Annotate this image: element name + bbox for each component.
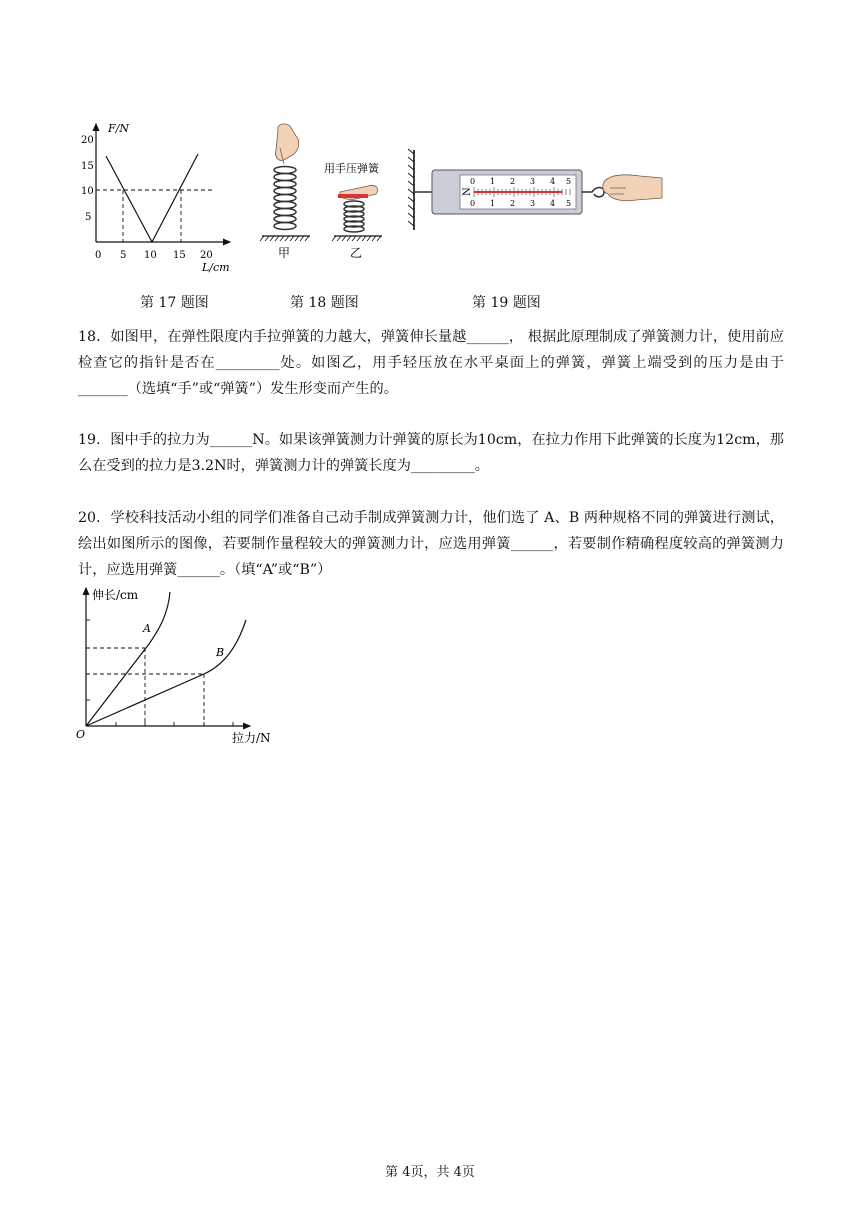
fig17-x-tick-10: 10 (144, 250, 157, 261)
svg-text:0: 0 (470, 177, 476, 186)
svg-text:2: 2 (510, 199, 516, 208)
fig18-label-press: 用手压弹簧 (324, 162, 379, 175)
svg-text:3: 3 (530, 199, 536, 208)
fig19-hand-icon (603, 175, 662, 201)
fig20-y-label: 伸长/cm (92, 588, 139, 602)
svg-text:4: 4 (550, 177, 556, 186)
fig18-spring-a (274, 167, 296, 230)
svg-text:5: 5 (566, 177, 572, 186)
svg-text:3: 3 (530, 177, 536, 186)
fig20-origin: O (76, 728, 86, 741)
svg-text:2: 2 (510, 177, 516, 186)
fig17-y-tick-10: 10 (81, 186, 94, 197)
fig17-y-label: F/N (108, 122, 129, 135)
fig17-x-label: L/cm (202, 261, 230, 274)
question-18: 18．如图甲，在弹性限度内手拉弹簧的力越大，弹簧伸长量越______， 根据此原理制成了弹簧测力计，使用前应检查它的指针是否在_________处。如图乙，用手轻压放在水平桌面上的弹簧，弹簧上端受到的压力是由于_______（选填“手”或“弹簧”）发生形变而产生的。 (78, 329, 784, 397)
fig17-caption: 第 17 题图 (140, 295, 209, 311)
fig19-hook-icon (582, 188, 604, 197)
fig19-wall-hatch (408, 149, 414, 226)
svg-text:1: 1 (490, 199, 496, 208)
fig17-y-tick-20: 20 (81, 135, 94, 146)
fig20-label-b: B (216, 646, 225, 659)
fig18-label-a: 甲 (278, 246, 291, 260)
fig19-caption: 第 19 题图 (472, 295, 541, 311)
fig20-graph (74, 584, 284, 744)
fig19-unit: N (462, 187, 473, 196)
fig17-x-tick-5: 5 (120, 250, 127, 261)
fig17-x-tick-0: 0 (95, 250, 102, 261)
fig18-label-b: 乙 (350, 246, 363, 260)
fig20-curve-b (86, 620, 246, 726)
fig18-spring-b (344, 201, 364, 232)
fig18-springs (256, 122, 406, 264)
fig20-label-a: A (143, 622, 151, 635)
fig20-curve-a (86, 592, 170, 726)
fig17-x-tick-15: 15 (173, 250, 186, 261)
fig18-hand-pulling-icon (275, 124, 298, 164)
fig17-x-tick-20: 20 (200, 250, 213, 261)
svg-text:0: 0 (470, 199, 476, 208)
question-20: 20．学校科技活动小组的同学们准备自己动手制成弹簧测力计，他们选了 A、B 两种规格不同的弹簧进行测试，绘出如图所示的图像，若要制作量程较大的弹簧测力计，应选用弹簧______，若要制作精确程度较高的弹簧测力计，应选用弹簧______。（填“A”或“B”） (78, 510, 784, 578)
page-footer: 第 4页，共 4页 (385, 1165, 475, 1180)
fig19-pointer-bar (474, 191, 562, 193)
fig18-ground-b-hatch (332, 236, 381, 241)
fig17-graph (78, 118, 238, 276)
fig17-y-tick-15: 15 (81, 161, 94, 172)
svg-text:1: 1 (490, 177, 496, 186)
fig18-ground-a-hatch (260, 236, 309, 241)
svg-text:4: 4 (550, 199, 556, 208)
fig18-hand-pressing-icon (338, 185, 378, 199)
question-19: 19．图中手的拉力为______N。如果该弹簧测力计弹簧的原长为10cm，在拉力作用下此弹簧的长度为12cm，那么在受到的拉力是3.2N时，弹簧测力计的弹簧长度为_________。 (78, 432, 784, 474)
fig17-y-tick-5: 5 (85, 212, 92, 223)
fig19-spring-scale (404, 148, 666, 232)
fig20-x-label: 拉力/N (232, 731, 271, 744)
fig18-caption: 第 18 题图 (290, 295, 359, 311)
fig17-force-curve (106, 154, 198, 242)
svg-text:5: 5 (566, 199, 572, 208)
